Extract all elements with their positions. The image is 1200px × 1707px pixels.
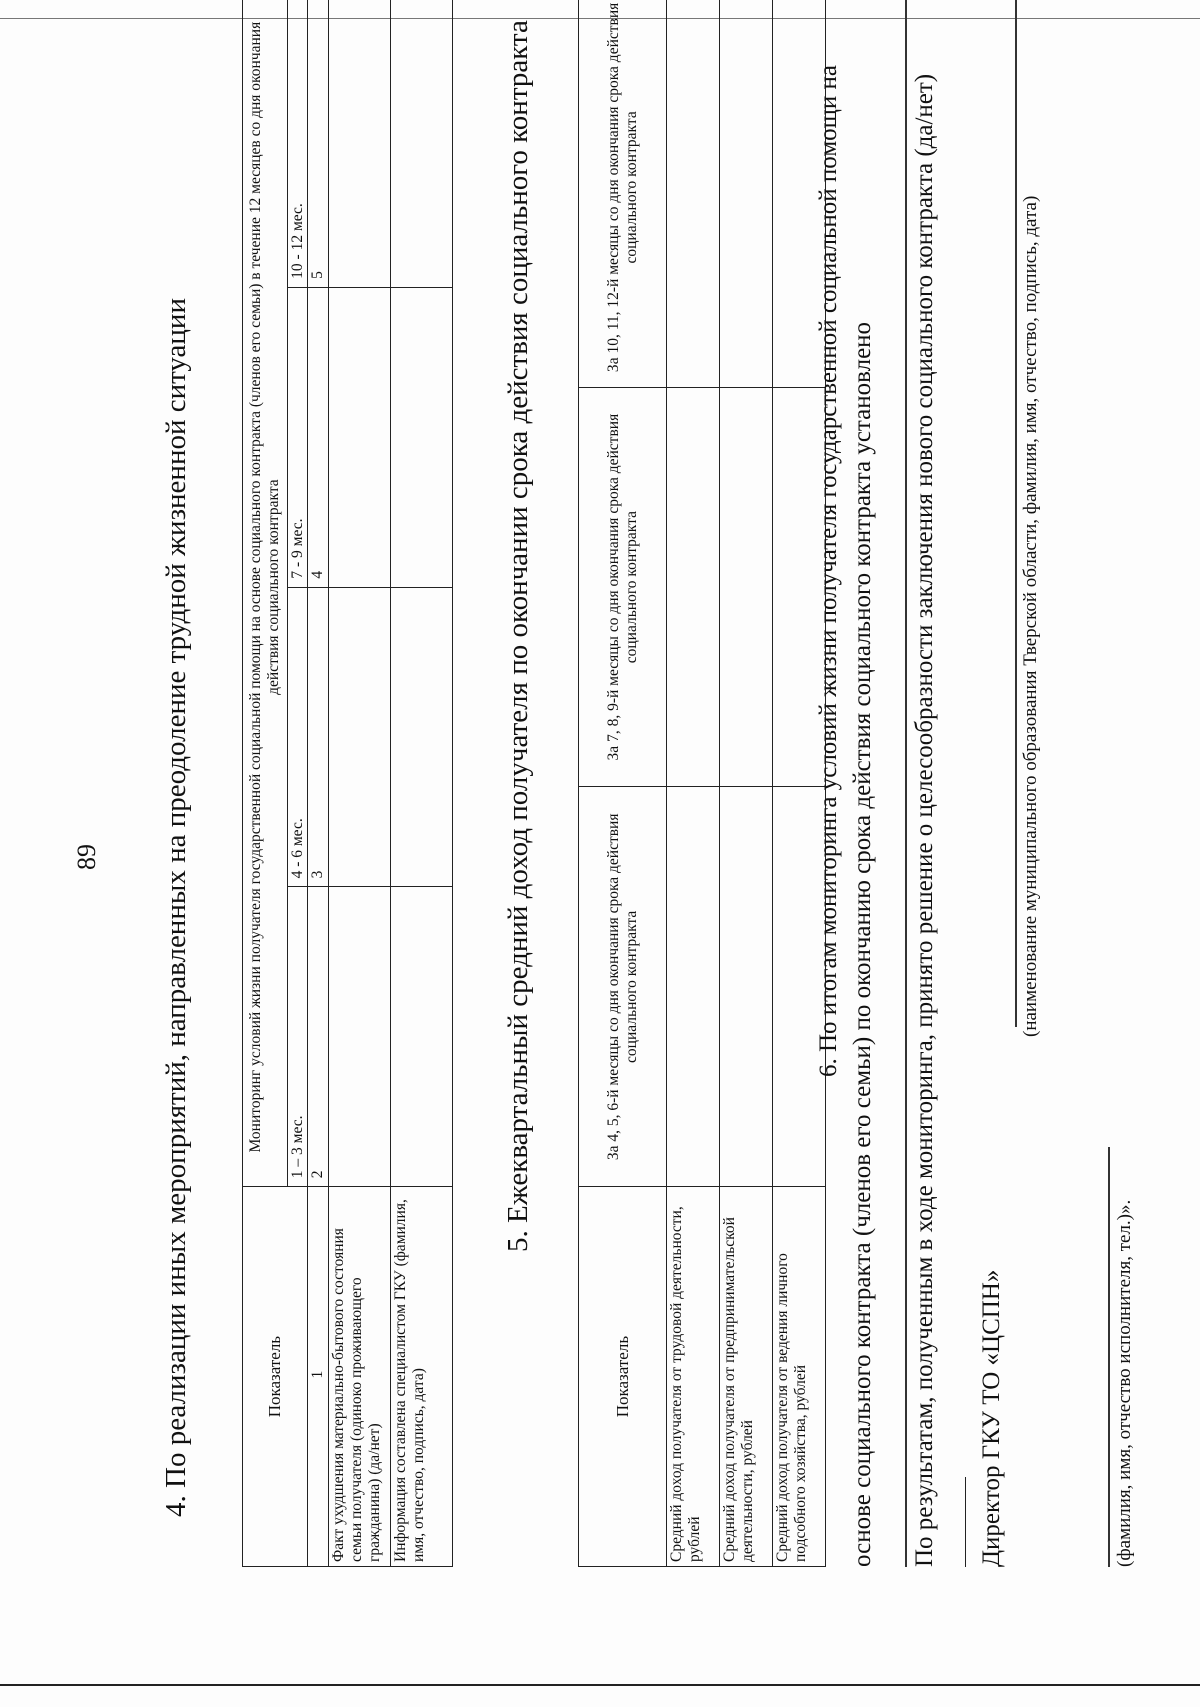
table-cell (391, 587, 453, 887)
answer-fill-line (943, 1477, 966, 1567)
director-note: (наименование муниципального образования Тверской области, фамилия, имя, отчество, подпись, дата) (1020, 195, 1041, 1037)
row-label-deterioration: Факт ухудшения материально-бытового состояния семьи получателя (одиноко проживающего гражданина) (да/нет) (329, 1187, 391, 1567)
row-label-labor-income: Средний доход получателя от трудовой деятельности, рублей (667, 1187, 720, 1567)
page-number: 89 (72, 844, 101, 870)
table-cell (667, 387, 720, 787)
row-label-info-compiled: Информация составлена специалистом ГКУ (фамилия, имя, отчество, подпись, дата) (391, 1187, 453, 1567)
row-label-business-income: Средний доход получателя от предпринимательской деятельности, рублей (720, 1187, 773, 1567)
column-number: 2 (308, 887, 329, 1187)
section6-text: 6. По итогам мониторинга условий жизни получателя государственной социальной помощи на основе социального контракта (членов его семьи) по окончанию срока действия социального контракта установлено (815, 65, 876, 1567)
indicator-header: Показатель (579, 1187, 667, 1567)
table-cell (329, 887, 391, 1187)
table-cell (720, 787, 773, 1187)
section5-table (578, 0, 826, 1567)
table-cell (667, 0, 720, 387)
table-cell (391, 0, 453, 287)
period-4-6: 4 - 6 мес. (287, 587, 308, 887)
period-header-10-12: За 10, 11, 12-й месяцы со дня окончания срока действия социального контракта (579, 0, 667, 387)
section4-table (242, 0, 453, 1567)
column-number: 1 (308, 1187, 329, 1567)
table-cell (720, 0, 773, 387)
column-number: 3 (308, 587, 329, 887)
signature-line (1015, 0, 1017, 1027)
period-1-3: 1 – 3 мес. (287, 887, 308, 1187)
table-cell (720, 387, 773, 787)
monitoring-header: Мониторинг условий жизни получателя государственной социальной помощи на основе социального контракта (членов его семьи) в течение 12 месяцев со дня окончания действия социального контракта (243, 0, 288, 1187)
section4-heading: 4. По реализации иных мероприятий, направленных на преодоление трудной жизненной ситуации (160, 298, 192, 1517)
period-10-12: 10 - 12 мес. (287, 0, 308, 287)
period-header-7-9: За 7, 8, 9-й месяцы со дня окончания срока действия социального контракта (579, 387, 667, 787)
fill-line (905, 0, 907, 1567)
table-cell (667, 787, 720, 1187)
executor-line (1108, 1147, 1110, 1567)
row-label-household-income: Средний доход получателя от ведения личного подсобного хозяйства, рублей (773, 1187, 826, 1567)
table-cell (329, 587, 391, 887)
period-7-9: 7 - 9 мес. (287, 287, 308, 587)
section5-heading: 5. Ежеквартальный средний доход получателя по окончании срока действия социального контракта (502, 20, 534, 1252)
period-header-4-6: За 4, 5, 6-й месяцы со дня окончания срока действия социального контракта (579, 787, 667, 1187)
table-cell (391, 287, 453, 587)
executor-note: (фамилия, имя, отчество исполнителя, тел.)». (1114, 1199, 1135, 1567)
column-number: 4 (308, 287, 329, 587)
table-cell (329, 0, 391, 287)
indicator-header: Показатель (243, 1187, 308, 1567)
table-cell (329, 287, 391, 587)
column-number: 5 (308, 0, 329, 287)
results-text: По результатам, полученным в ходе мониторинга, принято решение о целесообразности заключения нового социального контракта (да/нет) (911, 73, 938, 1567)
table-cell (391, 887, 453, 1187)
results-paragraph (908, 0, 976, 1567)
director-label: Директор ГКУ ТО «ЦСПН» (978, 1269, 1005, 1567)
